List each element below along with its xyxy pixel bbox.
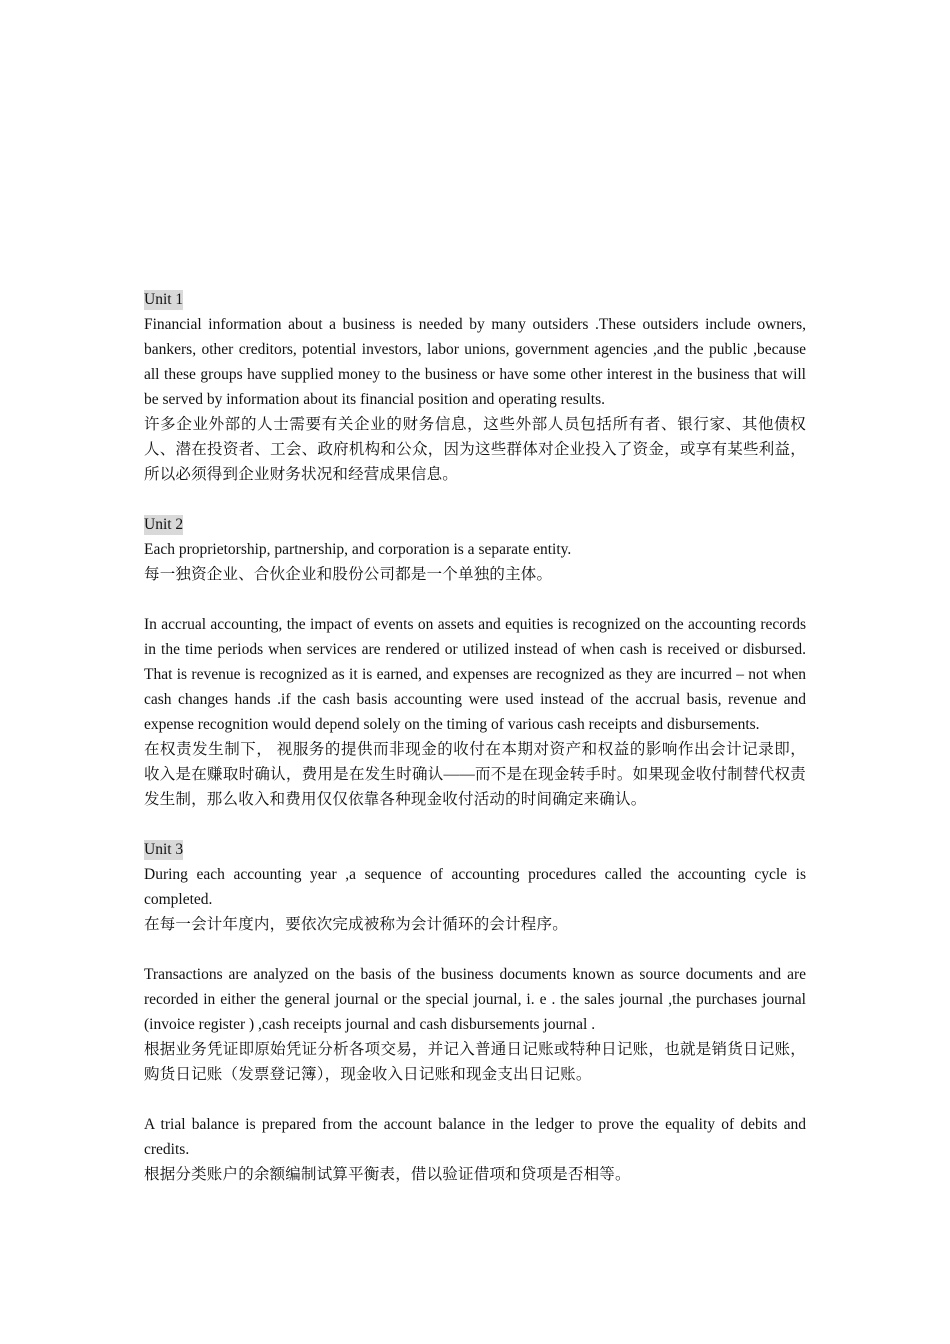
- paragraph-chinese: 许多企业外部的人士需要有关企业的财务信息，这些外部人员包括所有者、银行家、其他债权人、潜在投资者、工会、政府机构和公众，因为这些群体对企业投入了资金，或享有某些利益，所以必须得到企业财务状况和经营成果信息。: [144, 416, 806, 483]
- paragraph-english: During each accounting year ,a sequence of accounting procedures called the accounting cycle is completed.: [144, 866, 806, 908]
- unit-heading: Unit 1: [144, 290, 184, 308]
- paragraph-english: Each proprietorship, partnership, and corporation is a separate entity.: [144, 541, 572, 558]
- blank-line: [144, 487, 806, 512]
- paragraph-english: Transactions are analyzed on the basis of the business documents known as source documents and are recorded in either the general journal or the special journal, i. e . the sales journal ,the purchases journal (invoice register ) ,cash receipts journal and cash disbursements journal .: [144, 966, 806, 1033]
- unit-2-heading-line: [144, 512, 806, 537]
- paragraph-english: In accrual accounting, the impact of events on assets and equities is recognized on the accounting records in the time periods when services are rendered or utilized instead of when cash is received or disbursed. That is revenue is recognized as it is earned, and expenses are recognized as they are incurred – not when cash changes hands .if the cash basis accounting were used instead of the accrual basis, revenue and expense recognition would depend solely on the timing of various cash receipts and disbursements.: [144, 616, 806, 733]
- document-body: [144, 287, 806, 1187]
- paragraph-english: A trial balance is prepared from the account balance in the ledger to prove the equality of debits and credits.: [144, 1116, 806, 1158]
- paragraph-chinese: 在权责发生制下， 视服务的提供而非现金的收付在本期对资产和权益的影响作出会计记录即，收入是在赚取时确认，费用是在发生时确认——而不是在现金转手时。如果现金收付制替代权责发生制，那么收入和费用仅仅依靠各种现金收付活动的时间确定来确认。: [144, 741, 806, 808]
- unit-1-heading-line: [144, 287, 806, 312]
- unit-3-heading-line: [144, 837, 806, 862]
- paragraph-chinese: 在每一会计年度内，要依次完成被称为会计循环的会计程序。: [144, 916, 568, 933]
- paragraph-english: Financial information about a business is needed by many outsiders .These outsiders include owners, bankers, other creditors, potential investors, labor unions, government agencies ,and the public ,because all these groups have supplied money to the business or have some other interest in the business that will be served by information about its financial position and operating results.: [144, 316, 806, 408]
- blank-line: [144, 1087, 806, 1112]
- unit-heading: Unit 3: [144, 840, 184, 858]
- blank-line: [144, 587, 806, 612]
- blank-line: [144, 812, 806, 837]
- blank-line: [144, 937, 806, 962]
- paragraph-chinese: 根据分类账户的余额编制试算平衡表，借以验证借项和贷项是否相等。: [144, 1166, 631, 1183]
- unit-heading: Unit 2: [144, 515, 184, 533]
- paragraph-chinese: 每一独资企业、合伙企业和股份公司都是一个单独的主体。: [144, 566, 553, 583]
- paragraph-chinese: 根据业务凭证即原始凭证分析各项交易，并记入普通日记账或特种日记账，也就是销货日记账，购货日记账（发票登记簿），现金收入日记账和现金支出日记账。: [144, 1041, 806, 1083]
